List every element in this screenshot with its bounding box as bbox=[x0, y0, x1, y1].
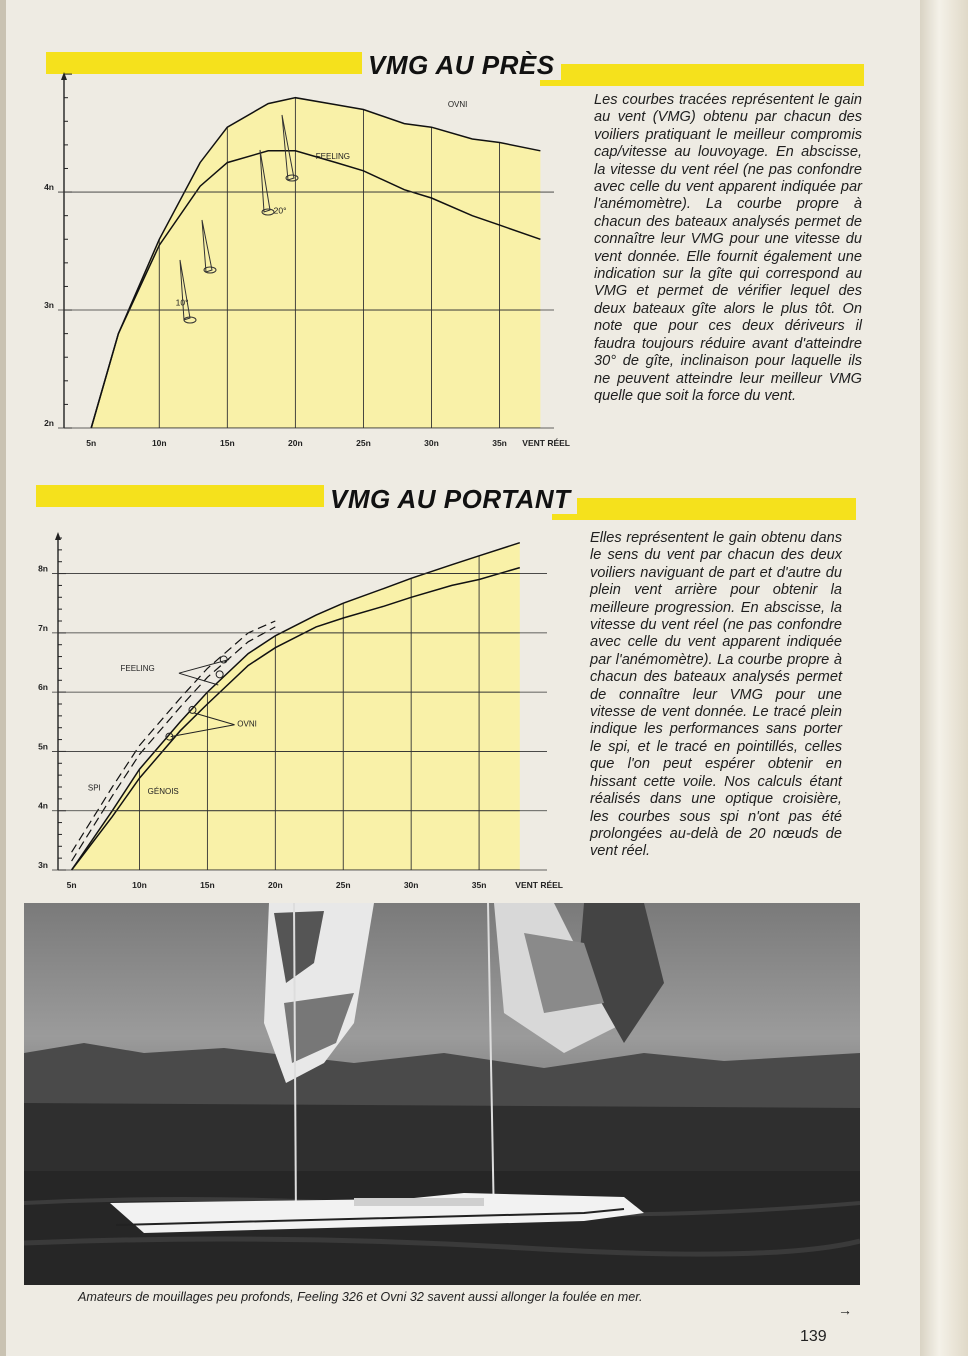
x-tick-label: 5n bbox=[66, 880, 77, 890]
x-tick-label: 35n bbox=[492, 438, 507, 448]
photo-illustration bbox=[24, 903, 860, 1285]
section1-text: Les courbes tracées représentent le gain au vent (VMG) obtenu par chacun des voiliers pratiquant le meilleur compromis cap/vitesse au louvoyage. En abscisse, la vitesse du vent réel (ne pas confondre avec celle du vent apparent indiquée par l'anémomètre). La courbe propre à chacun des bateaux analysés permet de connaître leur VMG pour une vitesse du vent donnée. Elle fournit également une indication sur la gîte qui correspond au VMG et permet de vérifier lequel des deux bateaux gîte alors le plus tôt. On note que pour ces deux dériveurs il faudra toujours réduire avant d'atteindre 30° de gîte, inclinaison pour laquelle ils ne peuvent atteindre leur meilleur VMG quelle que soit la force du vent. bbox=[594, 92, 862, 404]
section-title-portant: VMG AU PORTANT bbox=[324, 484, 577, 514]
y-tick-label: 6n bbox=[38, 682, 48, 693]
annotation-spi: SPI bbox=[87, 783, 101, 793]
x-tick-label: 15n bbox=[220, 438, 235, 448]
sailing-photo bbox=[24, 903, 860, 1285]
x-tick-label: 5n bbox=[86, 438, 97, 448]
y-tick-label: 8n bbox=[38, 563, 48, 574]
vmg-pres-chart bbox=[24, 70, 584, 460]
next-page-arrow-icon: → bbox=[838, 1302, 852, 1318]
x-tick-label: 10n bbox=[132, 880, 147, 890]
y-tick-label: 3n bbox=[38, 860, 48, 870]
x-tick-label: 25n bbox=[356, 438, 371, 448]
series-label-feeling: FEELING bbox=[315, 152, 351, 162]
title-band-right bbox=[540, 64, 864, 86]
x-tick-label: 25n bbox=[335, 880, 351, 890]
y-tick-label: 4n bbox=[44, 182, 54, 193]
y-axis-arrow bbox=[61, 72, 67, 80]
y-minor-ticks bbox=[58, 538, 66, 870]
y-tick-label: 5n bbox=[38, 741, 48, 752]
marker-circle bbox=[216, 671, 223, 678]
annotation-genois: GÉNOIS bbox=[147, 787, 179, 797]
annotation-ovni: OVNI bbox=[237, 719, 257, 729]
x-tick-label: 20n bbox=[288, 438, 303, 448]
y-tick-label: 3n bbox=[44, 300, 54, 311]
chart-fill-area bbox=[91, 98, 540, 428]
heel-label-20: 20° bbox=[273, 205, 287, 216]
y-tick-label: 7n bbox=[38, 622, 48, 633]
x-axis-label: VENT RÉEL bbox=[522, 438, 570, 448]
x-tick-label: 10n bbox=[151, 438, 167, 448]
y-minor-ticks bbox=[64, 74, 72, 428]
title-band-right-2 bbox=[552, 498, 856, 520]
y-axis-arrow bbox=[55, 532, 61, 540]
y-tick-label: 4n bbox=[38, 800, 48, 811]
vmg-portant-chart bbox=[24, 530, 584, 898]
x-tick-label: 30n bbox=[403, 880, 419, 890]
x-tick-label: 20n bbox=[268, 880, 283, 890]
x-axis-label: VENT RÉEL bbox=[515, 880, 563, 890]
chart-fill-area bbox=[72, 543, 520, 870]
title-band-left-2 bbox=[36, 485, 326, 507]
annotation-feeling: FEELING bbox=[120, 663, 155, 673]
photo-caption: Amateurs de mouillages peu profonds, Feeling 326 et Ovni 32 savent aussi allonger la foulée en mer. bbox=[78, 1290, 643, 1304]
marker-circle bbox=[220, 656, 227, 663]
section-title-pres: VMG AU PRÈS bbox=[362, 50, 561, 80]
page-edge bbox=[920, 0, 968, 1356]
x-tick-label: 35n bbox=[471, 880, 487, 890]
y-tick-label: 2n bbox=[44, 418, 54, 428]
section2-text: Elles représentent le gain obtenu dans le sens du vent par chacun des deux voiliers naviguant de part et d'autre du plein vent arrière pour obtenir la meilleure progression. En abscisse, la vitesse du vent réel (ne pas confondre avec celle du vent apparent indiquée par l'anémomètre). La courbe propre à chacun des bateaux analysés permet de connaître leur VMG pour une vitesse de vent donnée. Le tracé plein indique les performances sans porter le spi, et le tracé en pointillés, celles que l'on peut espérer obtenir en hissant cette voile. Nos calculs étant réalisés dans une optique croisière, les courbes sous spi n'ont pas été prolongées au-delà de 20 nœuds de vent réel. bbox=[590, 530, 842, 860]
page-gutter bbox=[0, 0, 6, 1356]
x-tick-label: 15n bbox=[200, 880, 215, 890]
x-tick-label: 30n bbox=[424, 438, 439, 448]
page-number: 139 bbox=[800, 1328, 827, 1345]
heel-label-10: 10° bbox=[175, 297, 189, 308]
series-label-ovni: OVNI bbox=[447, 100, 468, 110]
